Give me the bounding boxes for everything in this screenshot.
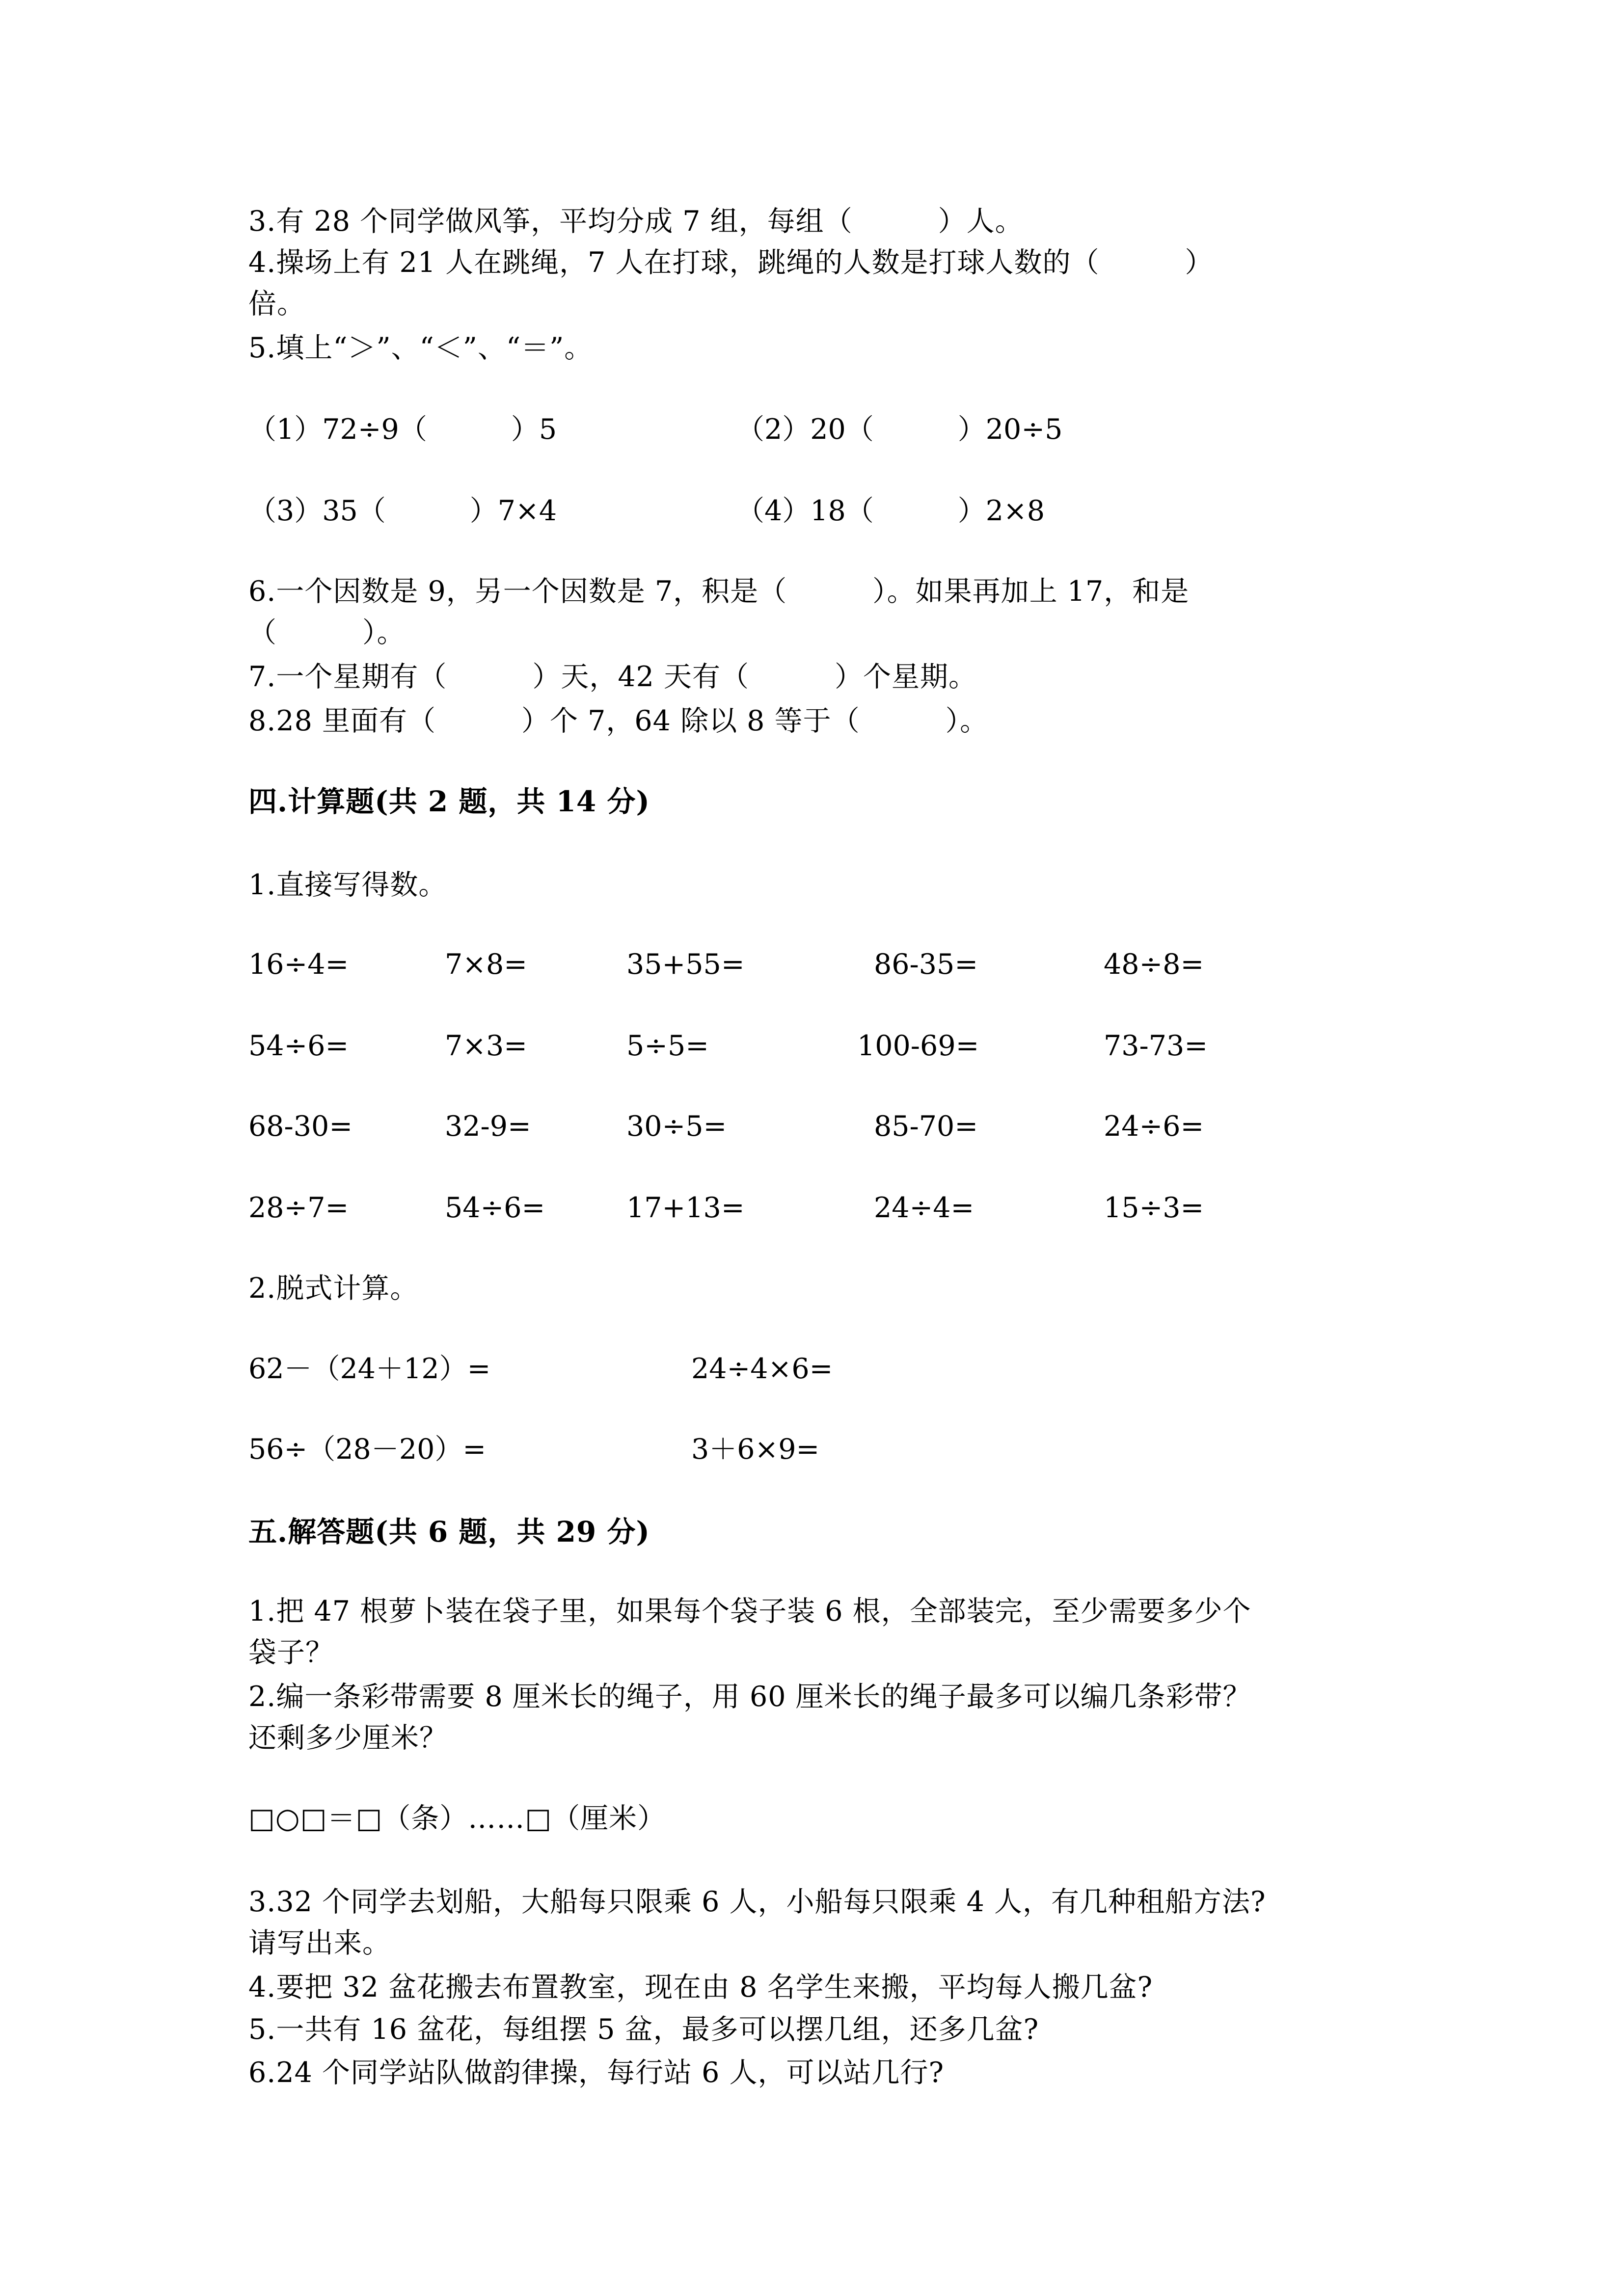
- math-cell: 32-9=: [445, 1110, 531, 1143]
- word-problem-5: 5.一共有 16 盆花，每组摆 5 盆，最多可以摆几组，还多几盆?: [248, 2013, 1039, 2046]
- word-problem-3-line1: 3.32 个同学去划船，大船每只限乘 6 人，小船每只限乘 4 人，有几种租船方法?: [248, 1886, 1266, 1918]
- compare-item-1: （1）72÷9（ ）5: [248, 413, 557, 446]
- step-calc-cell: 62－（24＋12）=: [248, 1353, 491, 1385]
- fill-question-4-line1: 4.操场上有 21 人在跳绳，7 人在打球，跳绳的人数是打球人数的（ ）: [248, 246, 1214, 279]
- math-cell: 16÷4=: [248, 948, 349, 981]
- word-problem-2-line2: 还剩多少厘米？: [248, 1722, 448, 1754]
- math-cell: 73-73=: [1104, 1030, 1208, 1062]
- fill-question-5: 5.填上“＞”、“＜”、“＝”。: [248, 332, 593, 364]
- word-problem-4: 4.要把 32 盆花搬去布置教室，现在由 8 名学生来搬，平均每人搬几盆?: [248, 1971, 1153, 2003]
- math-cell: 28÷7=: [248, 1192, 349, 1224]
- math-cell: 5÷5=: [626, 1030, 709, 1062]
- word-problem-1-line1: 1.把 47 根萝卜装在袋子里，如果每个袋子装 6 根，全部装完，至少需要多少个: [248, 1595, 1251, 1628]
- math-cell: 86-35=: [874, 948, 978, 981]
- math-cell: 54÷6=: [248, 1030, 349, 1062]
- word-problem-3-line2: 请写出来。: [248, 1927, 391, 1959]
- math-cell: 7×3=: [445, 1030, 528, 1062]
- math-cell: 15÷3=: [1104, 1192, 1204, 1224]
- fill-question-6-line2: （ ）。: [248, 616, 406, 649]
- fill-question-3: 3.有 28 个同学做风筝，平均分成 7 组，每组（ ）人。: [248, 205, 1024, 238]
- math-cell: 54÷6=: [445, 1192, 545, 1224]
- calc-question-2: 2.脱式计算。: [248, 1272, 419, 1305]
- fill-question-8: 8.28 里面有（ ）个 7，64 除以 8 等于（ ）。: [248, 705, 989, 737]
- math-cell: 48÷8=: [1104, 948, 1204, 981]
- step-calc-cell: 56÷（28－20）=: [248, 1433, 487, 1466]
- section-4-heading: 四.计算题(共 2 题，共 14 分): [248, 785, 650, 818]
- math-cell: 17+13=: [626, 1192, 745, 1224]
- calc-question-1: 1.直接写得数。: [248, 869, 447, 901]
- fill-question-6-line1: 6.一个因数是 9，另一个因数是 7，积是（ ）。如果再加上 17，和是: [248, 575, 1190, 608]
- math-cell: 24÷4=: [874, 1192, 974, 1224]
- step-calc-cell: 24÷4×6=: [691, 1353, 833, 1385]
- compare-item-4: （4）18（ ）2×8: [736, 495, 1045, 527]
- word-problem-6: 6.24 个同学站队做韵律操，每行站 6 人，可以站几行?: [248, 2056, 945, 2089]
- math-cell: 24÷6=: [1104, 1110, 1204, 1143]
- section-5-heading: 五.解答题(共 6 题，共 29 分): [248, 1515, 650, 1548]
- compare-item-3: （3）35（ ）7×4: [248, 495, 557, 527]
- math-cell: 7×8=: [445, 948, 528, 981]
- math-cell: 35+55=: [626, 948, 745, 981]
- math-cell: 100-69=: [857, 1030, 979, 1062]
- step-calc-cell: 3＋6×9=: [691, 1433, 820, 1466]
- word-problem-2-formula: □○□＝□（条）……□（厘米）: [248, 1802, 666, 1835]
- fill-question-7: 7.一个星期有（ ）天，42 天有（ ）个星期。: [248, 661, 977, 693]
- word-problem-1-line2: 袋子？: [248, 1636, 334, 1669]
- fill-question-4-line2: 倍。: [248, 288, 305, 320]
- math-cell: 68-30=: [248, 1110, 353, 1143]
- math-cell: 85-70=: [874, 1110, 978, 1143]
- word-problem-2-line1: 2.编一条彩带需要 8 厘米长的绳子，用 60 厘米长的绳子最多可以编几条彩带？: [248, 1681, 1251, 1713]
- math-cell: 30÷5=: [626, 1110, 727, 1143]
- compare-item-2: （2）20（ ）20÷5: [736, 413, 1063, 446]
